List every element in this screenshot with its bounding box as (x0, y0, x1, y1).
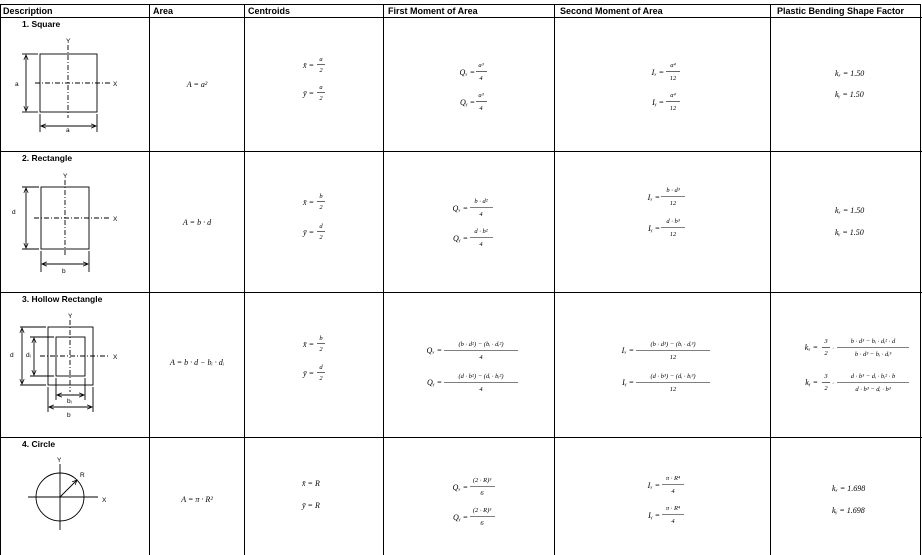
dim-label-bottom: b (62, 268, 66, 275)
svg-text:d · b³: d · b³ (666, 218, 680, 225)
area-formula: A = b · d (182, 218, 212, 227)
svg-text:(b · d²) − (bᵢ · dᵢ²): (b · d²) − (bᵢ · dᵢ²) (458, 341, 504, 348)
dim-label-bottom: a (66, 127, 70, 134)
svg-text:x̄ =: x̄ = (303, 198, 314, 207)
centroid-x: x̄ = R (302, 479, 320, 488)
svg-text:ȳ =: ȳ = (303, 228, 314, 237)
svg-text:a³: a³ (478, 62, 484, 69)
shape-factor-x (805, 338, 909, 358)
svg-text:2: 2 (319, 204, 323, 211)
rectangle-diagram (22, 180, 110, 272)
svg-text:4: 4 (479, 241, 483, 248)
second-moment-y (647, 505, 684, 525)
dim-label-bottom-inner: bᵢ (67, 398, 72, 405)
centroid-y (302, 84, 325, 102)
axis-label-y: Y (57, 457, 62, 464)
svg-text:kₓ =: kₓ = (804, 343, 818, 352)
svg-text:(d · b³) − (dᵢ · bᵢ³): (d · b³) − (dᵢ · bᵢ³) (650, 373, 696, 380)
svg-text:Qₓ =: Qₓ = (459, 68, 475, 77)
svg-text:2: 2 (824, 385, 828, 392)
svg-text:π · R⁴: π · R⁴ (665, 505, 681, 512)
svg-text:2: 2 (319, 346, 323, 353)
second-moment-x (647, 475, 684, 495)
axis-label-x: X (102, 497, 107, 504)
svg-text:12: 12 (669, 386, 677, 393)
svg-text:4: 4 (671, 518, 675, 525)
header-row (3, 6, 905, 16)
axis-label-y: Y (68, 313, 73, 320)
svg-text:12: 12 (669, 105, 677, 112)
row-title: 4. Circle (22, 439, 56, 449)
svg-text:b: b (319, 335, 323, 342)
svg-text:d · b²: d · b² (474, 228, 488, 235)
svg-text:Iₓ =: Iₓ = (647, 193, 660, 202)
svg-text:x̄ =: x̄ = (303, 340, 314, 349)
area-formula: A = a² (186, 80, 208, 89)
svg-text:2: 2 (319, 67, 323, 74)
area-formula: A = b · d − bᵢ · dᵢ (169, 358, 225, 367)
axis-label-x: X (113, 81, 118, 88)
row-square (15, 19, 864, 134)
svg-text:Iᵧ =: Iᵧ = (648, 511, 660, 520)
dim-label-bottom: b (67, 412, 71, 419)
svg-text:ȳ =: ȳ = (303, 369, 314, 378)
svg-text:(b · d³) − (bᵢ · dᵢ³): (b · d³) − (bᵢ · dᵢ³) (650, 341, 696, 348)
centroid-y: ȳ = R (302, 501, 320, 510)
header-centroids: Centroids (248, 6, 291, 16)
svg-text:(2 · R)³: (2 · R)³ (472, 477, 492, 484)
table-grid (0, 4, 922, 555)
dim-label-side: a (15, 81, 19, 88)
shape-factor-y: kᵧ = 1.50 (835, 90, 864, 99)
second-moment-y (647, 218, 685, 238)
dim-label-side: d (10, 352, 14, 359)
first-moment-y (453, 507, 495, 527)
svg-text:12: 12 (669, 354, 677, 361)
svg-text:3: 3 (824, 338, 828, 345)
svg-text:6: 6 (480, 520, 484, 527)
shape-factor-y: kᵧ = 1.50 (835, 228, 864, 237)
shape-factor-x: kₓ = 1.698 (832, 484, 866, 493)
row-title: 1. Square (22, 19, 61, 29)
first-moment-x (460, 62, 487, 82)
svg-text:d: d (319, 364, 323, 371)
first-moment-y (460, 92, 487, 112)
svg-text:Qₓ =: Qₓ = (452, 204, 468, 213)
first-moment-x (453, 198, 493, 218)
header-area: Area (153, 6, 174, 16)
svg-text:Qᵧ =: Qᵧ = (452, 234, 468, 243)
svg-text:2: 2 (319, 375, 323, 382)
svg-text:·: · (832, 345, 834, 352)
svg-text:12: 12 (669, 200, 677, 207)
square-diagram (22, 45, 110, 132)
svg-text:4: 4 (479, 75, 483, 82)
header-first-moment: First Moment of Area (388, 6, 478, 16)
shape-factor-x: kₓ = 1.50 (835, 206, 865, 215)
svg-text:Iₓ =: Iₓ = (647, 481, 660, 490)
svg-text:6: 6 (480, 490, 484, 497)
svg-text:Qᵧ =: Qᵧ = (426, 378, 442, 387)
svg-text:ȳ =: ȳ = (303, 89, 314, 98)
centroid-x (302, 335, 325, 353)
svg-text:a³: a³ (478, 92, 484, 99)
centroid-x (302, 56, 325, 74)
svg-text:b: b (319, 193, 323, 200)
svg-text:4: 4 (671, 488, 675, 495)
axis-label-x: X (113, 354, 118, 361)
svg-text:b · d³ − bᵢ · dᵢ³: b · d³ − bᵢ · dᵢ³ (854, 351, 892, 358)
axis-label-y: Y (66, 38, 71, 45)
svg-text:Iᵧ =: Iᵧ = (652, 98, 664, 107)
svg-text:kᵧ =: kᵧ = (805, 378, 818, 387)
row-circle (22, 439, 865, 530)
svg-text:d · b³ − dᵢ · bᵢ² · b: d · b³ − dᵢ · bᵢ² · b (850, 373, 896, 380)
svg-text:4: 4 (479, 105, 483, 112)
svg-text:a⁴: a⁴ (670, 92, 676, 99)
row-title: 2. Rectangle (22, 153, 73, 163)
svg-text:Iᵧ =: Iᵧ = (648, 224, 660, 233)
svg-text:a⁴: a⁴ (670, 62, 676, 69)
svg-text:2: 2 (319, 95, 323, 102)
svg-text:d · b³ − dᵢ · b³: d · b³ − dᵢ · b³ (855, 386, 891, 393)
dim-label-side-inner: dᵢ (26, 352, 31, 359)
row-hollow-rectangle (10, 294, 909, 419)
second-moment-x (621, 341, 710, 361)
svg-text:12: 12 (669, 75, 677, 82)
circle-diagram (28, 464, 98, 530)
axis-label-y: Y (63, 173, 68, 180)
row-title: 3. Hollow Rectangle (22, 294, 103, 304)
axis-label-x: X (113, 216, 118, 223)
second-moment-x (651, 62, 680, 82)
svg-text:x̄ =: x̄ = (303, 61, 314, 70)
svg-text:b · d³ − bᵢ · dᵢ² · d: b · d³ − bᵢ · dᵢ² · d (850, 338, 896, 345)
svg-text:π · R⁴: π · R⁴ (665, 475, 681, 482)
svg-text:Iₓ =: Iₓ = (621, 346, 634, 355)
first-moment-y (427, 373, 518, 393)
svg-text:b · d²: b · d² (474, 198, 488, 205)
svg-text:Qₓ =: Qₓ = (452, 483, 468, 492)
svg-text:4: 4 (479, 386, 483, 393)
header-plastic-factor: Plastic Bending Shape Factor (777, 6, 905, 16)
svg-text:Qᵧ =: Qᵧ = (452, 513, 468, 522)
area-formula: A = π · R² (181, 495, 213, 504)
svg-text:3: 3 (824, 373, 828, 380)
shape-factor-x: kₓ = 1.50 (835, 69, 865, 78)
svg-text:(2 · R)³: (2 · R)³ (472, 507, 492, 514)
dim-label-radius: R (80, 472, 85, 479)
dim-label-side: d (12, 209, 16, 216)
svg-text:a: a (319, 56, 323, 63)
svg-text:2: 2 (319, 234, 323, 241)
first-moment-x (453, 477, 495, 497)
second-moment-x (647, 187, 685, 207)
shape-factor-y (805, 373, 909, 393)
svg-text:d: d (319, 223, 323, 230)
svg-text:a: a (319, 84, 323, 91)
hollow-rectangle-diagram (20, 320, 110, 412)
svg-text:Qₓ =: Qₓ = (426, 346, 442, 355)
header-second-moment: Second Moment of Area (560, 6, 663, 16)
svg-text:b · d³: b · d³ (666, 187, 680, 194)
svg-text:12: 12 (669, 231, 677, 238)
centroid-x (302, 193, 325, 211)
svg-text:Iₓ =: Iₓ = (651, 68, 664, 77)
svg-text:2: 2 (824, 350, 828, 357)
second-moment-y (621, 373, 710, 393)
row-rectangle (12, 153, 864, 275)
header-description: Description (3, 6, 53, 16)
centroid-y (302, 223, 325, 241)
centroid-y (302, 364, 325, 382)
svg-text:4: 4 (479, 354, 483, 361)
svg-text:(d · b²) − (dᵢ · bᵢ²): (d · b²) − (dᵢ · bᵢ²) (458, 373, 504, 380)
svg-text:·: · (832, 380, 834, 387)
svg-text:4: 4 (479, 211, 483, 218)
shape-factor-y: kᵧ = 1.698 (832, 506, 865, 515)
first-moment-x (427, 341, 518, 361)
svg-text:Qᵧ =: Qᵧ = (459, 98, 475, 107)
svg-text:Iᵧ =: Iᵧ = (622, 378, 634, 387)
second-moment-y (651, 92, 680, 112)
first-moment-y (453, 228, 493, 248)
